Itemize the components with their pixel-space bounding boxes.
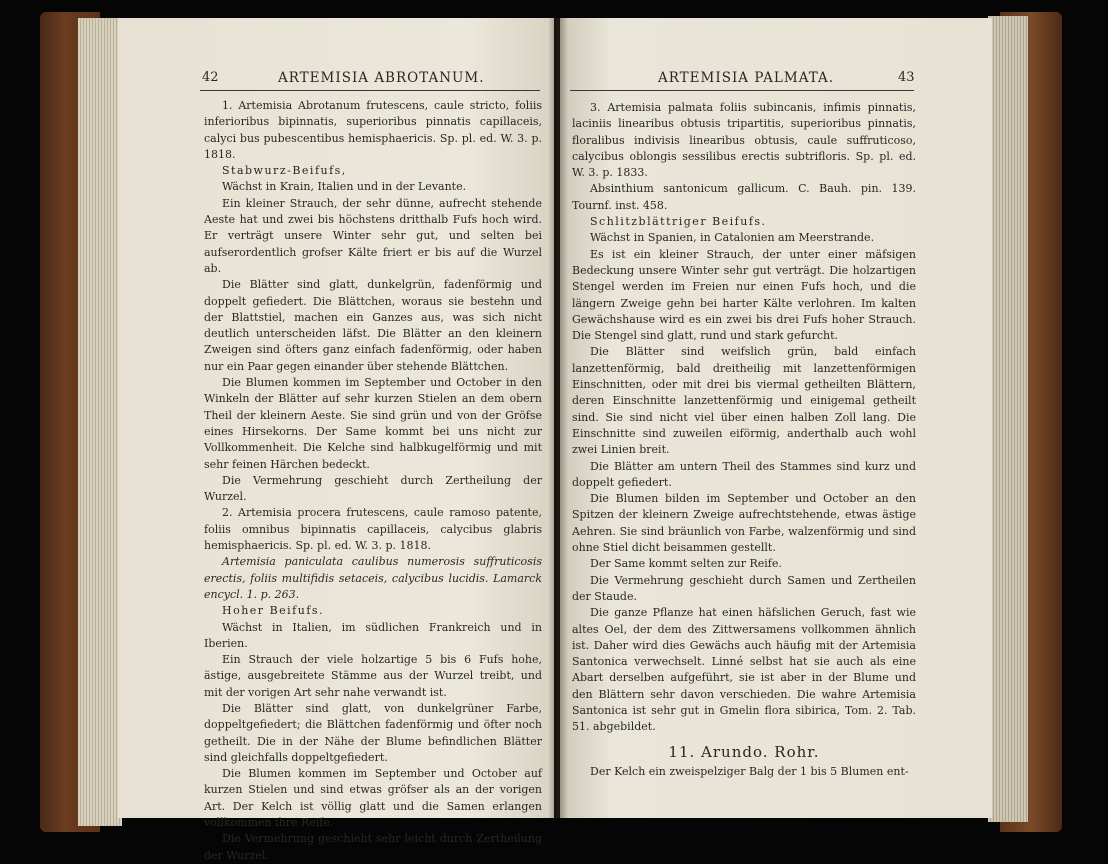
paragraph: Die Vermehrung geschieht sehr leicht durch Zertheilung der Wurzel. bbox=[204, 832, 542, 862]
page-number: 43 bbox=[898, 70, 915, 85]
paragraph: Wächst in Krain, Italien und in der Levante. bbox=[222, 180, 467, 194]
paragraph: Ein Strauch der viele holzartige 5 bis 6 Fufs hohe, ästige, ausgebreitete Stämme aus der Wurzel treibt, und mit der vorigen Art sehr nahe verwandt ist. bbox=[204, 653, 542, 699]
left-page-body bbox=[204, 98, 542, 864]
page-edges-right bbox=[988, 16, 1028, 822]
paragraph: Die Blätter sind weifslich grün, bald einfach lanzettenförmig, bald dreitheilig mit lanzettenförmigen Einschnitten, oder mit drei bis viermal getheilten Blättern, deren Einschnitte lanzettenförmig und einigemal getheilt sind. Sie sind nicht viel über einen halben Zoll lang. Die Einschnitte sind zuweilen eiförmig, anderthalb auch wohl zwei Linien breit. bbox=[572, 345, 916, 457]
page-number: 42 bbox=[202, 70, 219, 85]
paragraph: Die Blumen kommen im September und October auf kurzen Stielen und sind etwas gröfser als an der vorigen Art. Der Kelch ist völlig glatt und die Samen erlangen vollkommen ihre Reife. bbox=[204, 767, 542, 830]
paragraph: Die Blätter am untern Theil des Stammes sind kurz und doppelt gefiedert. bbox=[572, 459, 916, 489]
page-edges-left bbox=[78, 18, 122, 826]
paragraph: Der Same kommt selten zur Reife. bbox=[590, 557, 782, 571]
paragraph: Wächst in Italien, im südlichen Frankreich und in Iberien. bbox=[204, 620, 542, 650]
genus-heading: 11. Arundo. Rohr. bbox=[668, 742, 820, 761]
common-name: Hoher Beifufs. bbox=[222, 604, 325, 618]
paragraph: Die Blätter sind glatt, dunkelgrün, fadenförmig und doppelt gefiedert. Die Blättchen, woraus sie bestehn und der Blattstiel, machen ein Ganzes aus, was sich nicht deutlich unterscheiden läfst. Die Blätter an den kleinern Zweigen sind öfters ganz einfach fadenförmig, oder haben nur ein Paar gegen einander über stehende Blättchen. bbox=[204, 278, 542, 373]
header-rule bbox=[570, 90, 914, 91]
common-name: Schlitzblättriger Beifufs. bbox=[590, 215, 767, 229]
right-page-body bbox=[572, 100, 916, 780]
synonym: Absinthium santonicum gallicum. C. Bauh. pin. 139. Tournf. inst. 458. bbox=[572, 182, 916, 212]
paragraph: Die Blumen kommen im September und October in den Winkeln der Blätter auf sehr kurzen Stielen an dem obern Theil der kleinern Aeste. Sie sind grün und von der Gröfse eines Hirsekorns. Der Same kommt bei uns nicht zur Vollkommenheit. Die Kelche sind halbkugelförmig und mit sehr feinen Härchen bedeckt. bbox=[204, 376, 542, 471]
species-entry: 3. Artemisia palmata foliis subincanis, infimis pinnatis, laciniis linearibus obtusis tripartitis, superioribus pinnatis, floralibus indivisis linearibus obtusis, caule suffruticoso, calycibus oblongis sessilibus erectis subtrifloris. Sp. pl. ed. W. 3. p. 1833. bbox=[572, 101, 916, 180]
paragraph: Die ganze Pflanze hat einen häfslichen Geruch, fast wie altes Oel, der dem des Zittwersamens vollkommen ähnlich ist. Daher wird dies Gewächs auch häufig mit der Artemisia Santonica verwechselt. Linné selbst hat sie auch als eine Abart derselben aufgeführt, sie ist aber in der Blume und den Blättern sehr davon verschieden. Die wahre Artemisia Santonica ist sehr gut in Gmelin flora sibirica, Tom. 2. Tab. 51. abgebildet. bbox=[572, 606, 916, 734]
synonym: Artemisia paniculata caulibus numerosis suffruticosis erectis, foliis multifidis setaceis, calycibus lucidis. Lamarck encycl. 1. p. 263. bbox=[204, 555, 542, 601]
paragraph: Die Vermehrung geschieht durch Zertheilung der Wurzel. bbox=[204, 473, 542, 504]
paragraph: Ein kleiner Strauch, der sehr dünne, aufrecht stehende Aeste hat und zwei bis höchstens dritthalb Fufs hoch wird. Er verträgt unsere Winter sehr gut, und selten bei aufserordentlich grofser Kälte friert er bis auf die Wurzel ab. bbox=[204, 196, 542, 275]
header-rule bbox=[200, 90, 540, 91]
paragraph: Es ist ein kleiner Strauch, der unter einer mäfsigen Bedeckung unsere Winter sehr gut verträgt. Die holzartigen Stengel werden im Freien nur einen Fufs hoch, und die längern Zweige gehn bei harter Kälte verlohren. Im kalten Gewächshause wird es ein zwei bis drei Fufs hoher Strauch. Die Stengel sind glatt, rund und stark gefurcht. bbox=[572, 247, 916, 343]
common-name: Stabwurz-Beifufs, bbox=[222, 164, 347, 178]
paragraph: Wächst in Spanien, in Catalonien am Meerstrande. bbox=[590, 231, 875, 245]
running-head: ARTEMISIA PALMATA. bbox=[658, 70, 835, 86]
left-page bbox=[118, 18, 554, 862]
running-head: ARTEMISIA ABROTANUM. bbox=[278, 70, 485, 86]
book-gutter bbox=[548, 18, 568, 818]
right-page bbox=[560, 18, 992, 818]
species-entry: 1. Artemisia Abrotanum frutescens, caule stricto, foliis inferioribus bipinnatis, superioribus pinnatis capillaceis, calyci bus pubescentibus hemisphaericis. Sp. pl. ed. W. 3. p. 1818. bbox=[204, 99, 542, 161]
species-entry: 2. Artemisia procera frutescens, caule ramoso patente, foliis omnibus bipinnatis capillaceis, calycibus glabris hemisphaericis. Sp. pl. ed. W. 3. p. 1818. bbox=[204, 506, 542, 553]
paragraph: Die Vermehrung geschieht durch Samen und Zertheilen der Staude. bbox=[572, 573, 916, 603]
paragraph: Die Blätter sind glatt, von dunkelgrüner Farbe, doppeltgefiedert; die Blättchen fadenförmig und öfter noch getheilt. Die in der Nähe der Blume befindlichen Blätter sind gleichfalls doppeltgefiedert. bbox=[204, 701, 542, 764]
paragraph: Die Blumen bilden im September und October an den Spitzen der kleinern Zweige aufrechtstehende, etwas ästige Aehren. Sie sind bräunlich von Farbe, walzenförmig und sind ohne Stiel dicht beisammen gestellt. bbox=[572, 492, 916, 555]
paragraph: Der Kelch ein zweispelziger Balg der 1 bis 5 Blumen ent- bbox=[590, 764, 909, 778]
